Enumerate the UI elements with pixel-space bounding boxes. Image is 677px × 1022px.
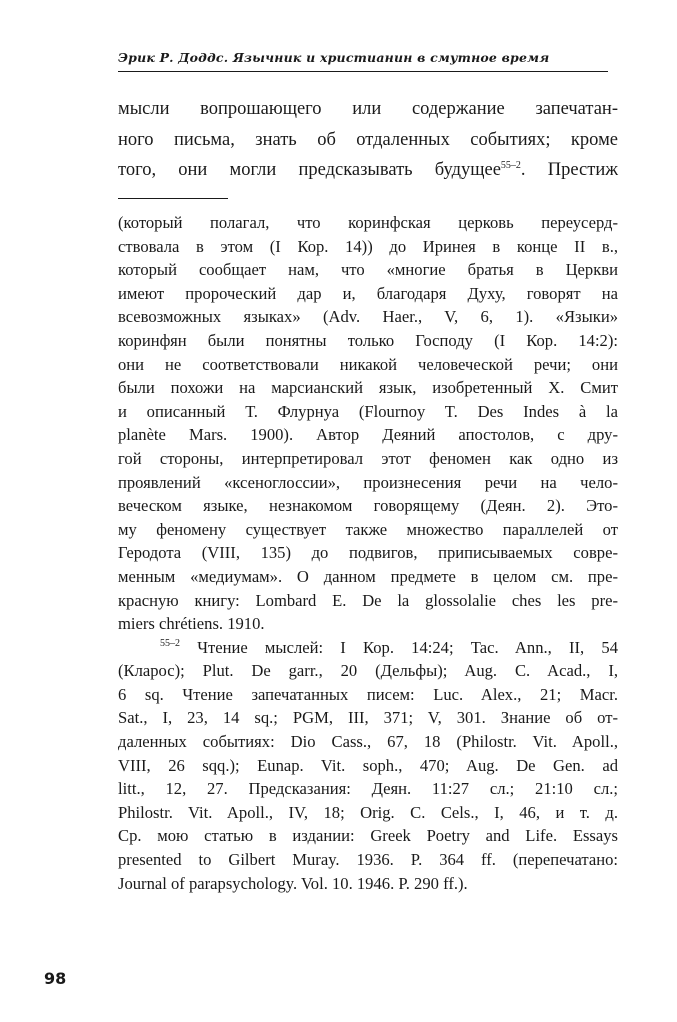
- footnote-line: веческом языке, незнакомом говорящему (Деян. 2). Это-: [118, 496, 618, 516]
- footnote-rule: [118, 198, 228, 199]
- footnote-line: litt., 12, 27. Предсказания: Деян. 11:27 сл.; 21:10 сл.;: [118, 779, 618, 799]
- footnote-line: planète Mars. 1900). Автор Деяний апостолов, с дру-: [118, 425, 618, 445]
- footnote-line: ствовала в этом (I Кор. 14)) до Иринея в конце II в.,: [118, 236, 618, 256]
- footnote-line: имеют пророческий дар и, благодаря Духу, говорят на: [118, 283, 618, 303]
- main-text: [118, 94, 618, 186]
- footnote-line: и описанный Т. Флурнуа (Flournoy T. Des Indes à la: [118, 401, 618, 421]
- footnote-line: проявлений «ксеноглоссии», произнесения речи на чело-: [118, 472, 618, 492]
- footnote-line: [118, 636, 618, 660]
- footnote-line: который сообщает нам, что «многие братья в Церкви: [118, 260, 618, 280]
- footnote-line: гой стороны, интерпретировал этот феномен как одно из: [118, 448, 618, 468]
- header-rule: [118, 71, 608, 72]
- main-text-fragment: того, они могли предсказывать будущее: [118, 160, 501, 180]
- footnote-text: Чтение мыслей: I Кор. 14:24; Tac. Ann., II, 54: [197, 637, 618, 657]
- footnote-line: Journal of parapsychology. Vol. 10. 1946. P. 290 ff.).: [118, 873, 468, 893]
- main-text-line: ного письма, знать об отдаленных событиях; кроме: [118, 129, 618, 150]
- footnote-line: коринфян были понятны только Господу (I Кор. 14:2):: [118, 330, 618, 350]
- footnote-line: красную книгу: Lombard E. De la glossolalie ches les pre-: [118, 590, 618, 610]
- footnote-line: (который полагал, что коринфская церковь переусерд-: [118, 213, 618, 232]
- footnote-line: менным «медиумам». О данном предмете в целом см. пре-: [118, 566, 618, 586]
- footnote-line: Philostr. Vit. Apoll., IV, 18; Orig. C. Cels., I, 46, и т. д.: [118, 802, 618, 822]
- footnote-line: VIII, 26 sqq.); Eunap. Vit. soph., 470; Aug. De Gen. ad: [118, 755, 618, 775]
- footnote-line: 6 sq. Чтение запечатанных писем: Luc. Alex., 21; Macr.: [118, 684, 618, 704]
- footnote-line: (Кларос); Plut. De garr., 20 (Дельфы); Aug. C. Acad., I,: [118, 661, 618, 681]
- page-number: 98: [44, 969, 67, 988]
- footnote-line: даленных событиях: Dio Cass., 67, 18 (Philostr. Vit. Apoll.,: [118, 732, 618, 752]
- footnote-marker: 55–2: [160, 637, 180, 649]
- footnote-line: они не соответствовали никакой человеческой речи; они: [118, 354, 618, 374]
- footnote-line: miers chrétiens. 1910.: [118, 614, 265, 634]
- footnote-line: му феномену существует также множество параллелей от: [118, 519, 618, 539]
- footnote-reference: 55–2: [500, 160, 521, 171]
- footnote-line: presented to Gilbert Muray. 1936. P. 364 ff. (перепечатано:: [118, 850, 618, 870]
- running-head: Эрик Р. Доддс. Язычник и христианин в смутное время: [118, 50, 550, 65]
- footnote-line: всевозможных языках» (Adv. Haer., V, 6, 1). «Языки»: [118, 307, 618, 327]
- main-text-line: мысли вопрошающего или содержание запечатан-: [118, 99, 618, 119]
- footnote-line: Sat., I, 23, 14 sq.; PGM, III, 371; V, 301. Знание об от-: [118, 708, 618, 728]
- footnote-line: были похожи на марсианский язык, изобретенный Х. Смит: [118, 378, 618, 398]
- main-text-line: [118, 155, 618, 186]
- footnote-line: Ср. мою статью в издании: Greek Poetry and Life. Essays: [118, 826, 618, 846]
- footnote-block: [118, 211, 618, 895]
- main-text-fragment: . Престиж: [520, 160, 618, 180]
- footnote-line: Геродота (VIII, 135) до подвигов, приписываемых совре-: [118, 543, 618, 563]
